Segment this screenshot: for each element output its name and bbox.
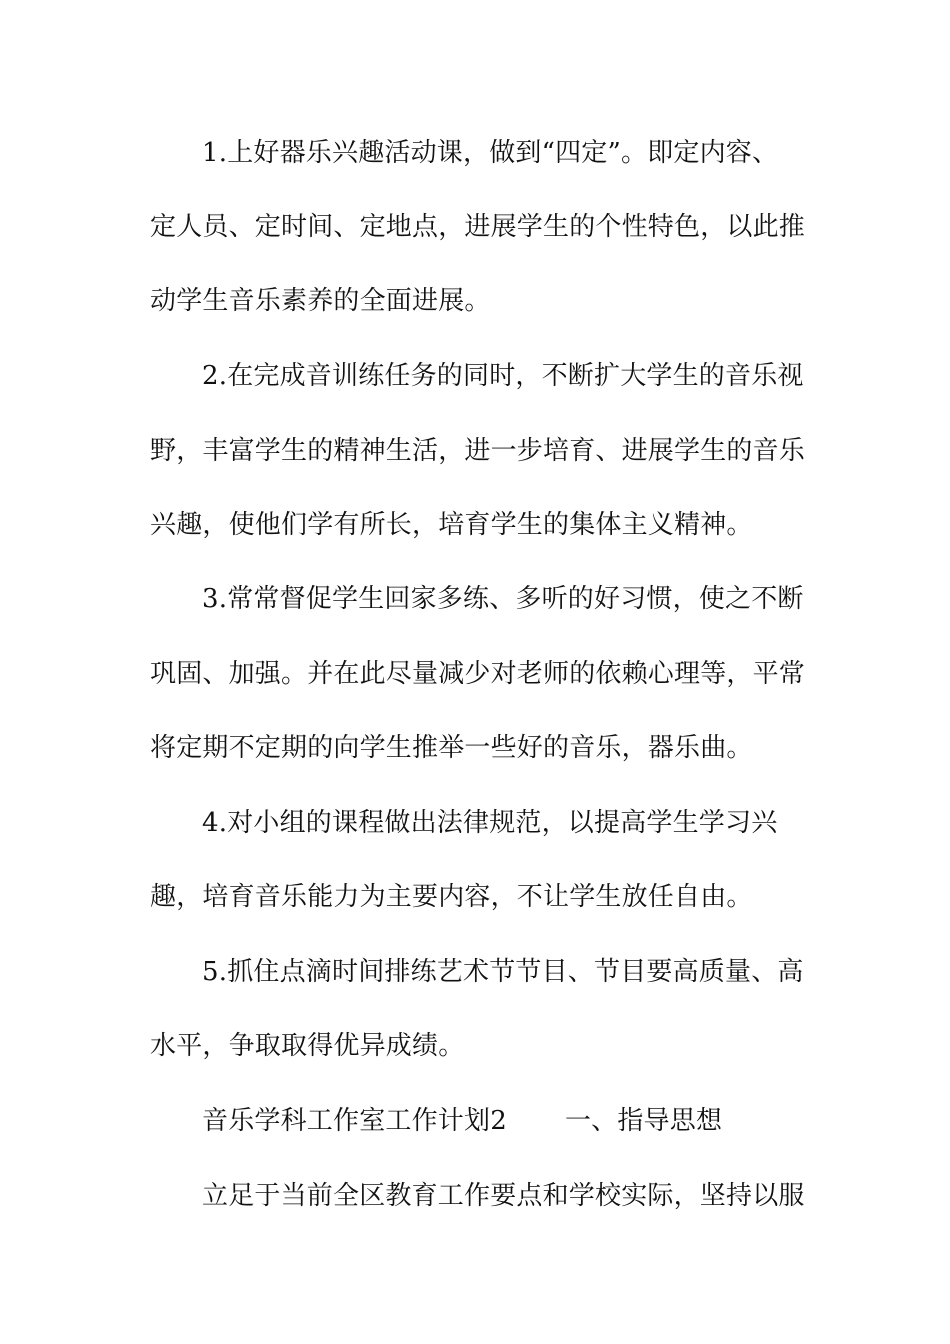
paragraph-4-line-1: 4.对小组的课程做出法律规范，以提高学生学习兴 — [202, 808, 778, 838]
section-title: 一、指导思想 — [564, 1106, 723, 1136]
section-heading — [202, 1105, 862, 1137]
paragraph-1-line-1: 1.上好器乐兴趣活动课，做到“四定”。即定内容、 — [202, 138, 779, 168]
paragraph-2-line-1: 2.在完成音训练任务的同时，不断扩大学生的音乐视 — [202, 361, 804, 391]
paragraph-1-line-2: 定人员、定时间、定地点，进展学生的个性特色，以此推 — [150, 212, 806, 242]
paragraph-3-line-2: 巩固、加强。并在此尽量减少对老师的依赖心理等，平常 — [150, 659, 806, 689]
plan-title: 音乐学科工作室工作计划2 — [202, 1106, 507, 1136]
paragraph-2-line-3: 兴趣，使他们学有所长，培育学生的集体主义精神。 — [150, 510, 753, 540]
paragraph-2-line-2: 野，丰富学生的精神生活，进一步培育、进展学生的音乐 — [150, 436, 806, 466]
paragraph-1-line-3: 动学生音乐素养的全面进展。 — [150, 286, 491, 316]
paragraph-3-line-3: 将定期不定期的向学生推举一些好的音乐，器乐曲。 — [150, 733, 753, 763]
paragraph-4-line-2: 趣，培育音乐能力为主要内容，不让学生放任自由。 — [150, 882, 753, 912]
paragraph-3-line-1: 3.常常督促学生回家多练、多听的好习惯，使之不断 — [202, 584, 804, 614]
paragraph-6-line-1: 立足于当前全区教育工作要点和学校实际，坚持以服 — [202, 1181, 805, 1211]
paragraph-5-line-1: 5.抓住点滴时间排练艺术节节目、节目要高质量、高 — [202, 957, 804, 987]
paragraph-5-line-2: 水平，争取取得优异成绩。 — [150, 1031, 465, 1061]
